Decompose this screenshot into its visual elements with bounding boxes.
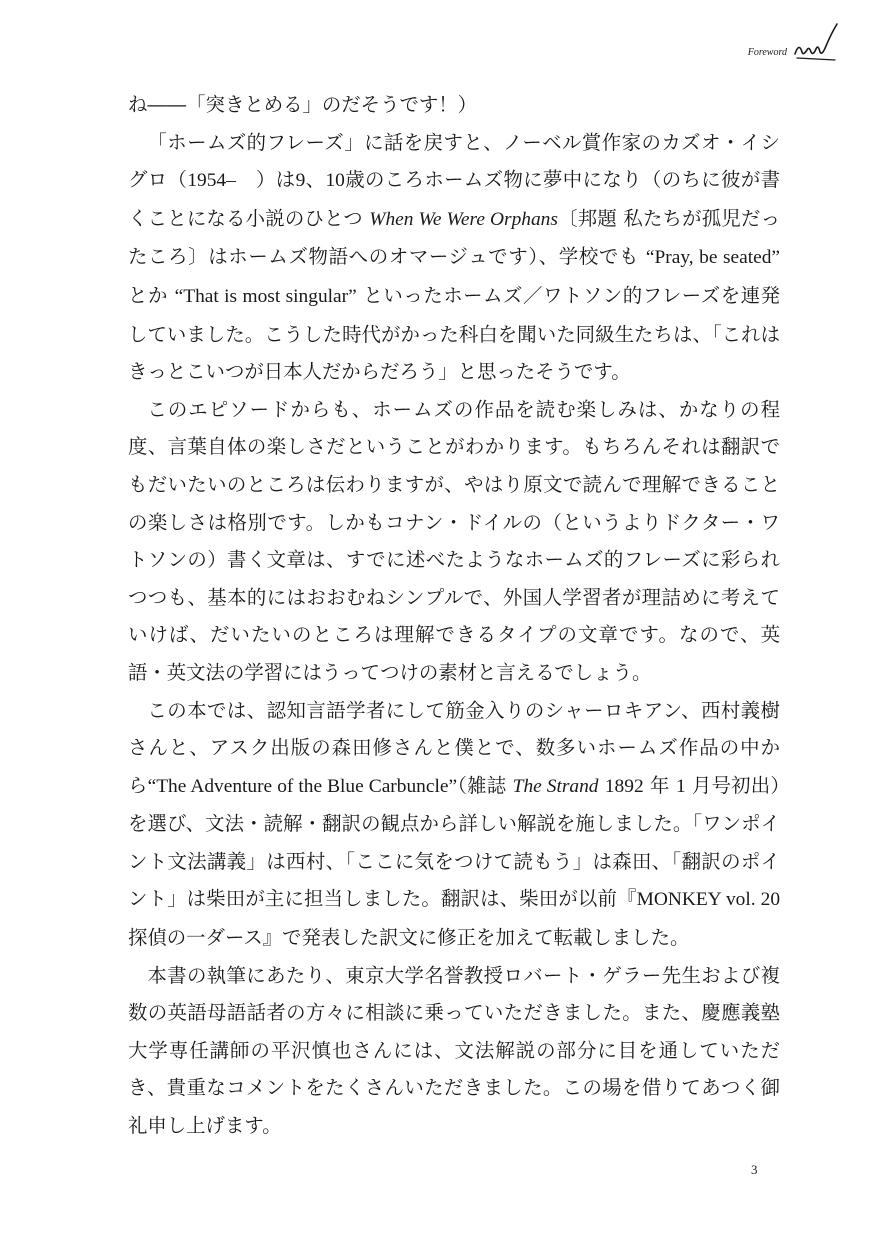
section-label: Foreword (747, 47, 787, 58)
text-segment: 「ホームズ的フレーズ」に話を戻すと、ノーベル賞作家のカズオ・イシグロ（ (128, 130, 780, 192)
text-segment: 、 (305, 168, 326, 192)
text-segment: 1 (675, 775, 686, 797)
text-segment: 年 (643, 773, 676, 797)
text-segment: 1954– (187, 170, 236, 192)
running-header (748, 22, 839, 62)
text-segment: このエピソードからも、ホームズの作品を読む楽しみは、かなりの程度、言葉自体の楽しさだということがわかります。もちろんそれは翻訳でもだいたいのところは伝わりますが、やはり原文で読んで理解できることの楽しさは格別です。しかもコナン・ドイルの（というよりドクター・ワトソンの）書く文章は、すでに述べたようなホームズ的フレーズに彩られつつも、基本的にはおおむねシンプルで、外国人学習者が理詰めに考えていけば、だいたいのところは理解できるタイプの文章です。なので、英語・英文法の学習にはうってつけの素材と言えるでしょう。 (128, 397, 780, 684)
text-segment: ）は (235, 168, 296, 192)
text-segment: 探偵の一ダース』で発表した訳文に修正を加えて転載しました。 (128, 926, 690, 950)
text-segment: “Pray, be seated” (645, 247, 780, 269)
text-segment: “The Adventure of the Blue Carbuncle” (147, 775, 458, 797)
paragraph (128, 124, 780, 391)
text-segment: 〔邦題 私たちが孤児だったころ〕はホームズ物語へのオマージュです）、学校でも (128, 206, 780, 269)
text-segment: といったホームズ／ワトソン的フレーズを連発していました。こうした時代がかった科白を聞いた同級生たちは、「これはきっとこいつが日本人だからだろう」と思ったそうです。 (128, 283, 781, 384)
page-number: 3 (751, 1162, 758, 1177)
text-segment: MONKEY vol. 20 (636, 889, 781, 911)
paragraph (128, 957, 780, 1145)
paragraph (128, 86, 780, 124)
text-segment: When We Were Orphans (369, 208, 558, 230)
text-segment: 月号初出）を選び、文法・読解・翻訳の観点から詳しい解説を施しました。「ワンポイント文法講義」は西村、「ここに気をつけて読もう」は森田、「翻訳のポイント」は柴田が主に担当しました。翻訳は、柴田が以前『 (128, 773, 781, 911)
paragraph (128, 692, 780, 957)
text-segment: “That is most singular” (174, 285, 357, 307)
text-segment: この本では、認知言語学者にして筋金入りのシャーロキアン、西村義樹さんと、アスク出版の森田修さんと僕とで、数多いホームズ作品の中から (128, 698, 780, 797)
signature-icon (793, 22, 839, 62)
foreword-body (128, 86, 780, 1145)
text-segment: 10 (325, 170, 345, 192)
text-segment: 歳のころホームズ物に夢中になり（のちに彼が書くことになる小説のひとつ (128, 168, 781, 230)
text-segment: とか (128, 283, 175, 307)
text-segment: The Strand (512, 775, 599, 797)
text-segment: 1892 (604, 775, 644, 797)
paragraph (128, 391, 780, 692)
text-segment: 本書の執筆にあたり、東京大学名誉教授ロバート・ゲラー先生および複数の英語母語話者の方々に相談に乗っていただきました。また、慶應義塾大学専任講師の平沢慎也さんには、文法解説の部分に目を通していただき、貴重なコメントをたくさんいただきました。この場を借りてあつく御礼申し上げます。 (128, 963, 780, 1138)
text-segment: （雑誌 (457, 773, 513, 797)
text-segment: ね――「突きとめる」のだそうです！） (128, 93, 478, 116)
text-segment: 9 (295, 170, 306, 192)
